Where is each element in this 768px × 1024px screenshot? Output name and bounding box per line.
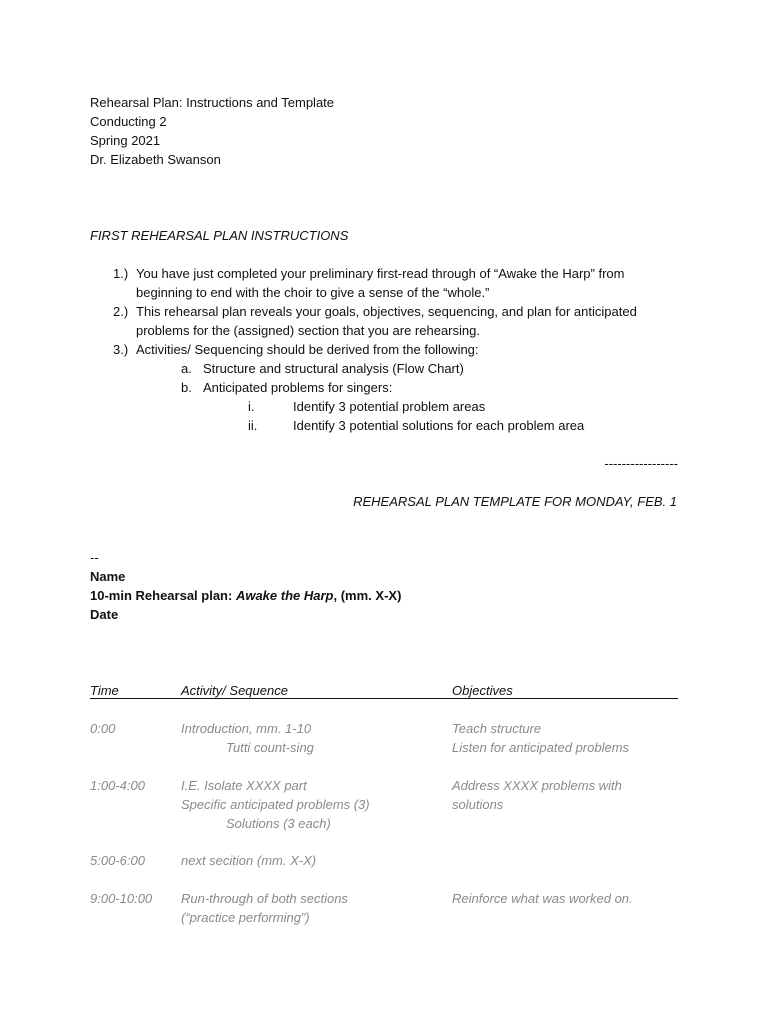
- plan-suffix: , (mm. X-X): [333, 588, 402, 603]
- row-activity: next secition (mm. X-X): [181, 853, 317, 868]
- row-time: 0:00: [90, 721, 116, 736]
- instructor: Dr. Elizabeth Swanson: [90, 152, 221, 167]
- separator-dash: --: [90, 550, 99, 565]
- row-objective: solutions: [452, 797, 504, 812]
- sub-sub-item-i: Identify 3 potential problem areas: [293, 399, 486, 414]
- row-activity: Run-through of both sections: [181, 891, 348, 906]
- plan-line: [90, 586, 401, 605]
- sub-item-letter: b.: [181, 380, 192, 395]
- row-objective: Address XXXX problems with: [452, 778, 622, 793]
- item-number: 1.): [113, 266, 129, 281]
- term: Spring 2021: [90, 133, 161, 148]
- row-objective: Listen for anticipated problems: [452, 740, 630, 755]
- col-header-time: Time: [90, 683, 119, 698]
- sub-item-b: Anticipated problems for singers:: [203, 380, 393, 395]
- doc-title: Rehearsal Plan: Instructions and Template: [90, 95, 335, 110]
- template-title: REHEARSAL PLAN TEMPLATE FOR MONDAY, FEB. 1: [353, 494, 677, 509]
- name-label: Name: [90, 569, 126, 584]
- instructions-heading: FIRST REHEARSAL PLAN INSTRUCTIONS: [90, 228, 349, 243]
- item-3-text: Activities/ Sequencing should be derived from the following:: [136, 342, 479, 357]
- item-1-text-cont: beginning to end with the choir to give a sense of the “whole.”: [136, 285, 490, 300]
- item-1-text: You have just completed your preliminary first-read through of “Awake the Harp” from: [136, 266, 625, 281]
- divider-dashes: -----------------: [604, 456, 678, 471]
- row-activity-sub: Tutti count-sing: [226, 740, 314, 755]
- row-objective: Teach structure: [452, 721, 542, 736]
- row-activity: Introduction, mm. 1-10: [181, 721, 312, 736]
- plan-prefix: 10-min Rehearsal plan:: [90, 588, 236, 603]
- item-number: 3.): [113, 342, 129, 357]
- sub-sub-numeral: ii.: [248, 418, 258, 433]
- row-activity: I.E. Isolate XXXX part: [181, 778, 307, 793]
- row-activity-sub: Solutions (3 each): [226, 816, 331, 831]
- row-time: 9:00-10:00: [90, 891, 153, 906]
- row-activity: (“practice performing”): [181, 910, 310, 925]
- sub-sub-numeral: i.: [248, 399, 255, 414]
- sub-sub-item-ii: Identify 3 potential solutions for each problem area: [293, 418, 585, 433]
- sub-item-a: Structure and structural analysis (Flow Chart): [203, 361, 464, 376]
- row-activity: Specific anticipated problems (3): [181, 797, 370, 812]
- item-number: 2.): [113, 304, 129, 319]
- row-time: 5:00-6:00: [90, 853, 145, 868]
- col-header-activity: Activity/ Sequence: [181, 683, 288, 698]
- col-header-objectives: Objectives: [452, 683, 513, 698]
- table-header-rule: [90, 680, 678, 699]
- sub-item-letter: a.: [181, 361, 192, 376]
- row-time: 1:00-4:00: [90, 778, 145, 793]
- item-2-text: This rehearsal plan reveals your goals, objectives, sequencing, and plan for anticipated: [136, 304, 637, 319]
- course-name: Conducting 2: [90, 114, 167, 129]
- row-objective: Reinforce what was worked on.: [452, 891, 633, 906]
- date-label: Date: [90, 607, 119, 622]
- item-2-text-cont: problems for the (assigned) section that you are rehearsing.: [136, 323, 480, 338]
- piece-title: Awake the Harp: [235, 588, 334, 603]
